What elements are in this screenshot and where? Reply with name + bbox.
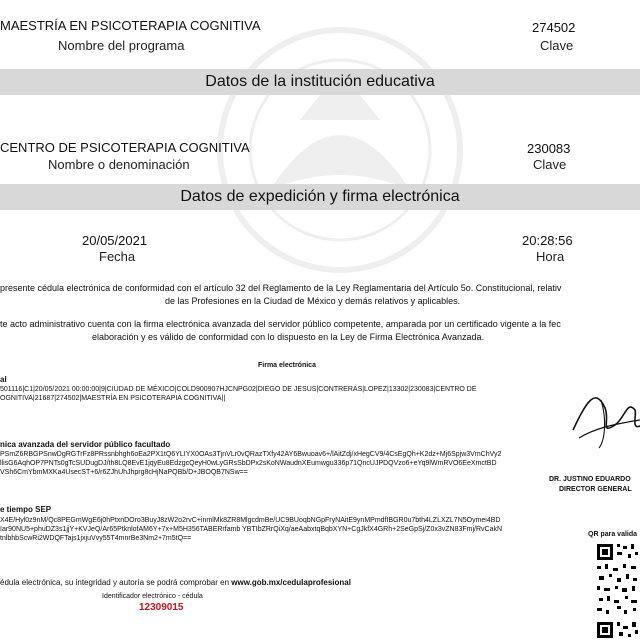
programa-label: Nombre del programa <box>58 38 185 53</box>
legal-paragraph-1-line-2: de las Profesiones en la Ciudad de México y demás relativos y aplicables. <box>165 296 461 306</box>
verificacion-text <box>0 578 351 587</box>
firma-servidor-line-3: VSh6CmYbmMXKa4UsecST+6/r6ZJhUhJhprg8cHjNaPQBb/D+JBOQB7NSw== <box>0 469 248 476</box>
identificador-label: Identificador electrónico - cédula <box>102 593 203 600</box>
legal-paragraph-1-line-1: presente cédula electrónica de conformidad con el artículo 32 del Reglamento de la Ley Reglamentaria del Artículo 5o. Constitucional, relativ <box>0 283 562 293</box>
firmante-title: DIRECTOR GENERAL <box>559 486 632 493</box>
sello-tiempo-line-3: tnlbhbScwRi2WDQFTajs1jxjuVvy55T4mnrBe3Nm2+7m5tQ== <box>0 535 192 542</box>
firmante-name: DR. JUSTINO EDUARDO <box>549 476 631 483</box>
fecha-label: Fecha <box>99 249 136 264</box>
institucion-clave-label: Clave <box>533 157 567 172</box>
legal-paragraph-2 <box>0 318 640 344</box>
verificacion-url[interactable]: www.gob.mx/cedulaprofesional <box>231 578 351 587</box>
sello-tiempo-line-2: Iar90NU5+phuDZ3s1jjY+KVJeQ/Ar65PtknlofAM6Y+7x+M5H356TABERrfamb YBTIbZRrQiXq/aeAabxtqBqbXYN+CgJkfX4GRh+2SeGpSj/Z0x3vZN83Fmj/RvCakN <box>0 526 503 533</box>
legal-paragraph-2-line-1: te acto administrativo cuenta con la firma electrónica avanzada del servidor público competente, amparada por un certificado vigente a la fec <box>0 319 561 329</box>
programa-value: MAESTRÍA EN PSICOTERAPIA COGNITIVA <box>0 18 261 33</box>
firma-servidor-line-1: PSmZ6RBGPSnwDgRGTrFz8PRssnbhgh6oEa2PX1tQ6YLIYX0OAs3TjnVLr0vQRazTXfy42AY6Bwuoav6+/lAitZdj/xHegCV9/4CsEgQh+K2dz+Mj6Spjw3VmChVy2 <box>0 451 502 458</box>
cadena-line-1: 501116|C1|20/05/2021 00:00:00|9|CIUDAD DE MÉXICO|COLD900907HJCNPG02|DIEGO DE JESUS|CONTRERAS|LOPEZ|13302|230083|CENTRO DE <box>0 386 477 393</box>
institucion-label: Nombre o denominación <box>48 157 190 172</box>
identificador-value: 12309015 <box>139 602 184 613</box>
handwritten-signature <box>565 380 640 452</box>
legal-paragraph-2-line-2: elaboración y es válido de conformidad con lo dispuesto en la Ley de Firma Electrónica Avanzada. <box>92 332 485 342</box>
hora-value: 20:28:56 <box>522 233 573 248</box>
qr-label: QR para valida <box>588 531 638 538</box>
cadena-heading: al <box>0 375 7 384</box>
section-expedicion-header: Datos de expedición y firma electrónica <box>0 184 640 210</box>
verificacion-prefix: édula electrónica, su integridad y autoría se podrá comprobar en <box>0 578 232 587</box>
programa-clave-value: 274502 <box>532 20 576 35</box>
legal-paragraph-1 <box>0 282 640 308</box>
hora-label: Hora <box>536 249 565 264</box>
sello-tiempo-heading: e tiempo SEP <box>0 505 52 514</box>
section-institucion-header: Datos de la institución educativa <box>0 69 640 95</box>
sello-tiempo-line-1: X4E/Hyl0z9nM/Qc8PEGmWgE6j0hPtxnDOro3BuyJ8zW2o2rvC+inmlMk8ZR8MlgcdmBe/UC9BUoqbNGpFryNAitE9ynMPmdfIBGR0u7bth4LZLXZL7N5Oymei4BD <box>0 517 501 524</box>
institucion-value: CENTRO DE PSICOTERAPIA COGNITIVA <box>0 140 250 155</box>
firma-servidor-line-2: llisG6AqhOP7PNTs0gTcSUDugDJ/th8LQ8EvE1jqyEu8EdzgcQeyH0wLyGRsSbDPx2sKoNWaudnXEumwgu336p71QncUJPDQVzo6+eYq9lWmRVO6EeXmctBD <box>0 460 497 467</box>
firma-servidor-heading: nica avanzada del servidor público facultado <box>0 440 171 449</box>
qr-code-icon <box>595 542 640 640</box>
firma-title: Firma electrónica <box>258 362 316 369</box>
institucion-clave-value: 230083 <box>527 141 571 156</box>
cadena-line-2: OGNITIVA|21687|274502|MAESTRÍA EN PSICOTERAPIA COGNITIVA|| <box>0 395 226 402</box>
programa-clave-label: Clave <box>540 38 574 53</box>
fecha-value: 20/05/2021 <box>82 233 148 248</box>
